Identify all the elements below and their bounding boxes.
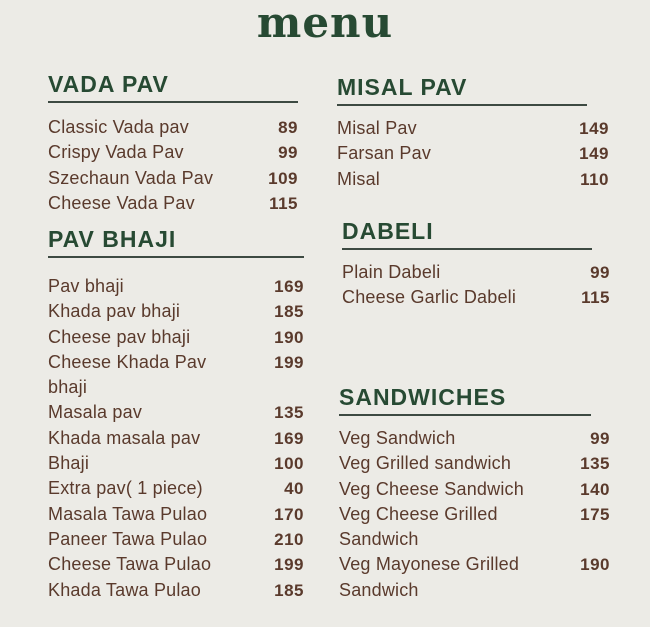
item-name: Khada masala pav: [48, 427, 201, 448]
item-price: 109: [268, 168, 298, 188]
section-dabeli: [342, 217, 610, 311]
item-name: Veg Sandwich: [339, 428, 456, 448]
section-title: PAV BHAJI: [48, 226, 177, 252]
item-list: [339, 426, 610, 603]
menu-item: [48, 476, 304, 501]
item-price: 190: [580, 555, 610, 575]
item-list: [48, 274, 304, 603]
item-name: Cheese Vada Pav: [48, 192, 195, 213]
item-name: Cheese pav bhaji: [48, 326, 191, 347]
item-name: Crispy Vada Pav: [48, 142, 184, 163]
item-price: 89: [278, 118, 298, 137]
section-sandwiches: [339, 383, 610, 603]
item-price: 169: [274, 428, 304, 448]
item-price: 170: [274, 504, 304, 524]
menu-item: [48, 426, 304, 451]
menu-item: [342, 260, 610, 285]
item-name: Cheese Khada Pav bhaji: [48, 351, 207, 398]
menu-item: [48, 552, 304, 577]
item-price: 140: [580, 479, 610, 499]
item-price: 169: [274, 277, 304, 296]
item-name: Veg Mayonese Grilled Sandwich: [339, 554, 520, 600]
menu-item: [48, 578, 304, 603]
menu-item: [339, 502, 610, 553]
item-name: Veg Cheese Sandwich: [339, 478, 524, 499]
menu-item: [48, 140, 298, 165]
menu-item: [339, 552, 610, 603]
menu-item: [48, 502, 304, 527]
item-price: 135: [580, 454, 610, 474]
item-name: Cheese Garlic Dabeli: [342, 287, 517, 308]
item-name: Cheese Tawa Pulao: [48, 554, 212, 575]
item-name: Masala pav: [48, 402, 143, 423]
section-divider: [339, 414, 591, 416]
item-price: 190: [274, 327, 304, 347]
item-price: 175: [580, 504, 610, 524]
menu-item: [48, 299, 304, 324]
section-title: VADA PAV: [48, 71, 169, 97]
item-name: Farsan Pav: [337, 143, 432, 164]
menu-item: [48, 400, 304, 425]
item-name: Extra pav( 1 piece): [48, 478, 203, 499]
item-price: 185: [274, 580, 304, 600]
item-name: Bhaji: [48, 453, 90, 474]
section-divider: [337, 104, 587, 106]
menu-item: [337, 167, 609, 192]
menu-item: [48, 191, 298, 216]
menu-item: [48, 527, 304, 552]
item-name: Pav bhaji: [48, 276, 124, 296]
item-name: Paneer Tawa Pulao: [48, 528, 208, 549]
item-name: Khada Tawa Pulao: [48, 579, 201, 600]
section-vada-pav: [48, 70, 298, 216]
section-divider: [342, 248, 592, 250]
section-title: SANDWICHES: [339, 384, 507, 410]
item-price: 110: [580, 169, 609, 189]
section-misal-pav: [337, 73, 609, 192]
item-name: Khada pav bhaji: [48, 301, 181, 322]
item-price: 99: [278, 143, 298, 163]
menu-item: [339, 451, 610, 476]
menu-item: [48, 451, 304, 476]
menu-item: [48, 115, 298, 140]
menu-item: [48, 274, 304, 299]
item-name: Classic Vada pav: [48, 117, 189, 137]
item-name: Veg Grilled sandwich: [339, 453, 512, 474]
section-divider: [48, 256, 304, 258]
item-price: 115: [581, 288, 610, 308]
section-title: MISAL PAV: [337, 74, 468, 100]
item-name: Plain Dabeli: [342, 262, 441, 282]
menu-item: [339, 477, 610, 502]
item-price: 149: [579, 119, 609, 138]
menu-item: [48, 166, 298, 191]
item-price: 149: [579, 144, 609, 164]
item-price: 199: [274, 352, 304, 372]
item-price: 40: [284, 479, 304, 499]
menu-title: menu: [256, 0, 394, 47]
section-pav-bhaji: [48, 225, 304, 603]
item-price: 100: [274, 454, 304, 474]
section-divider: [48, 101, 298, 103]
item-name: Veg Cheese Grilled Sandwich: [339, 503, 498, 550]
item-price: 115: [269, 193, 298, 213]
item-name: Misal Pav: [337, 118, 417, 138]
item-list: [337, 116, 609, 192]
item-list: [342, 260, 610, 311]
section-title: DABELI: [342, 218, 434, 244]
item-name: Szechaun Vada Pav: [48, 167, 214, 188]
menu-item: [337, 116, 609, 141]
item-price: 99: [590, 263, 610, 282]
item-price: 210: [274, 529, 304, 549]
menu-item: [339, 426, 610, 451]
item-price: 199: [274, 555, 304, 575]
menu-item: [48, 325, 304, 350]
menu-item: [342, 285, 610, 310]
item-price: 135: [274, 403, 304, 423]
item-price: 99: [590, 429, 610, 448]
item-name: Masala Tawa Pulao: [48, 503, 208, 524]
item-list: [48, 115, 298, 216]
menu-item: [337, 141, 609, 166]
item-name: Misal: [337, 168, 381, 189]
menu-item: [48, 350, 304, 401]
item-price: 185: [274, 302, 304, 322]
